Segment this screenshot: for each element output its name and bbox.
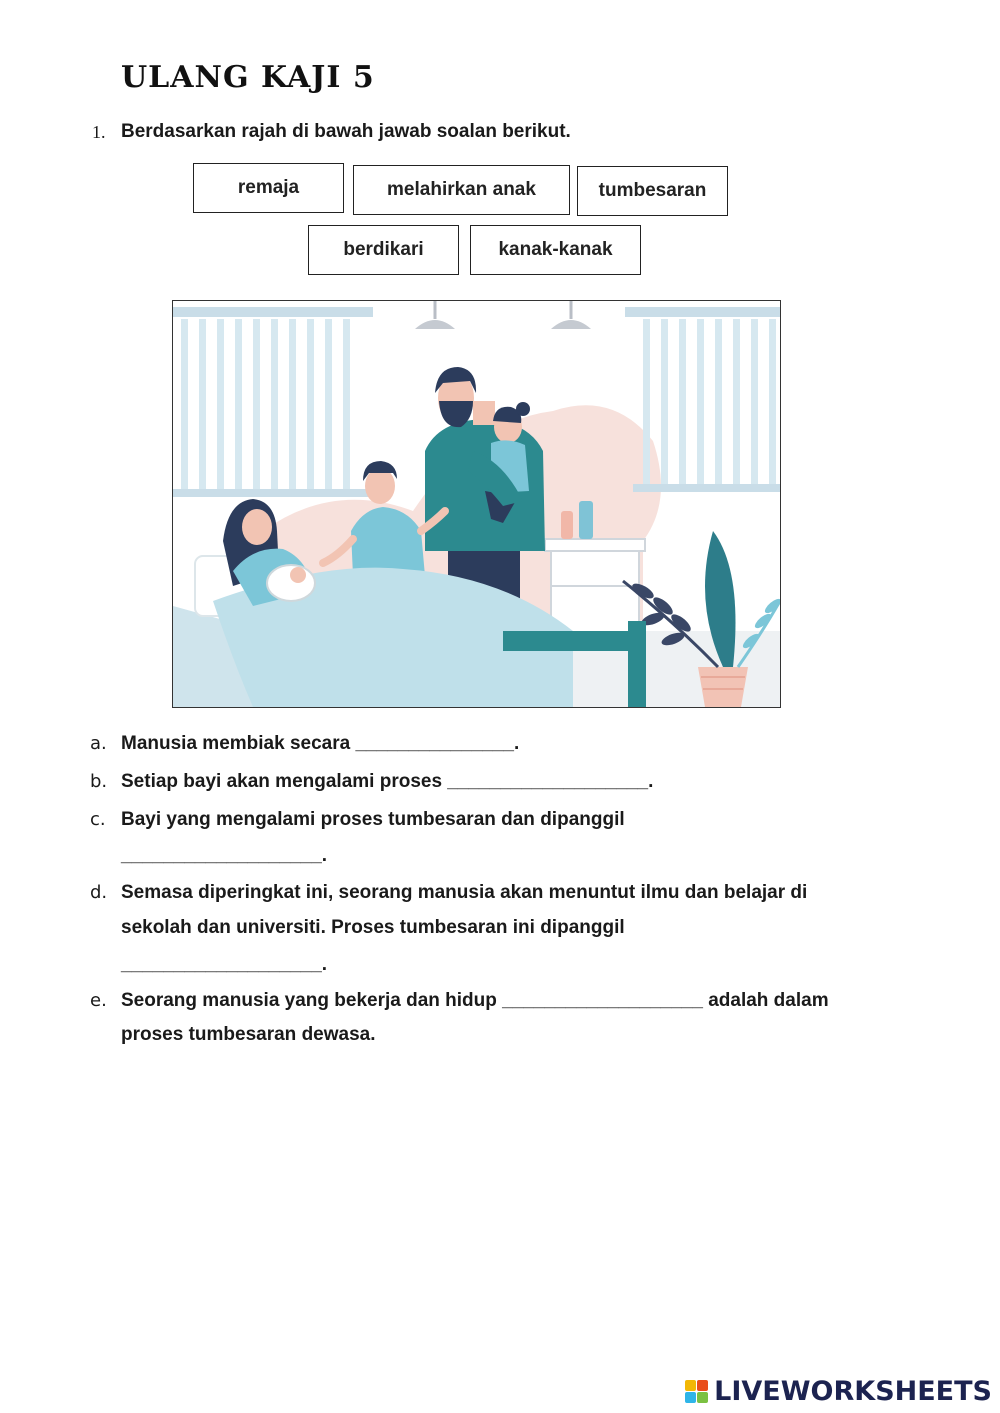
item-e-line-2: proses tumbesaran dewasa. [121,1024,376,1045]
logo-block-1 [685,1380,696,1391]
item-c-label: c. [90,809,106,830]
item-c-line-1: Bayi yang mengalami proses tumbesaran dan dipanggil [121,809,625,830]
word-box-berdikari[interactable]: berdikari [308,225,459,275]
item-d-label: d. [90,882,108,903]
item-d-line-2: sekolah dan universiti. Proses tumbesaran ini dipanggil [121,917,625,938]
item-d-line-3: ___________________. [121,954,328,975]
logo-blocks-icon [685,1380,708,1403]
item-d-line-1: Semasa diperingkat ini, seorang manusia akan menuntut ilmu dan belajar di [121,882,808,903]
logo-text: LIVEWORKSHEETS [714,1376,992,1407]
logo-block-3 [685,1392,696,1403]
page-title: ULANG KAJI 5 [121,60,375,95]
item-b-label: b. [90,771,108,792]
word-box-remaja[interactable]: remaja [193,163,344,213]
word-box-tumbesaran[interactable]: tumbesaran [577,166,728,216]
word-box-melahirkan-anak[interactable]: melahirkan anak [353,165,570,215]
item-a-label: a. [90,733,107,754]
family-hospital-illustration [172,300,781,708]
word-box-kanak-kanak[interactable]: kanak-kanak [470,225,641,275]
item-c-line-2: ___________________. [121,845,328,866]
logo-block-4 [697,1392,708,1403]
question-text: Berdasarkan rajah di bawah jawab soalan berikut. [121,121,571,142]
item-b-line-1: Setiap bayi akan mengalami proses ___________________. [121,771,654,792]
item-a-line-1: Manusia membiak secara _______________. [121,733,520,754]
item-e-line-1: Seorang manusia yang bekerja dan hidup ___________________ adalah dalam [121,990,829,1011]
logo-block-2 [697,1380,708,1391]
item-e-label: e. [90,990,107,1011]
illustration-svg [173,301,780,707]
question-number: 1. [92,122,106,142]
liveworksheets-logo[interactable] [685,1376,992,1407]
